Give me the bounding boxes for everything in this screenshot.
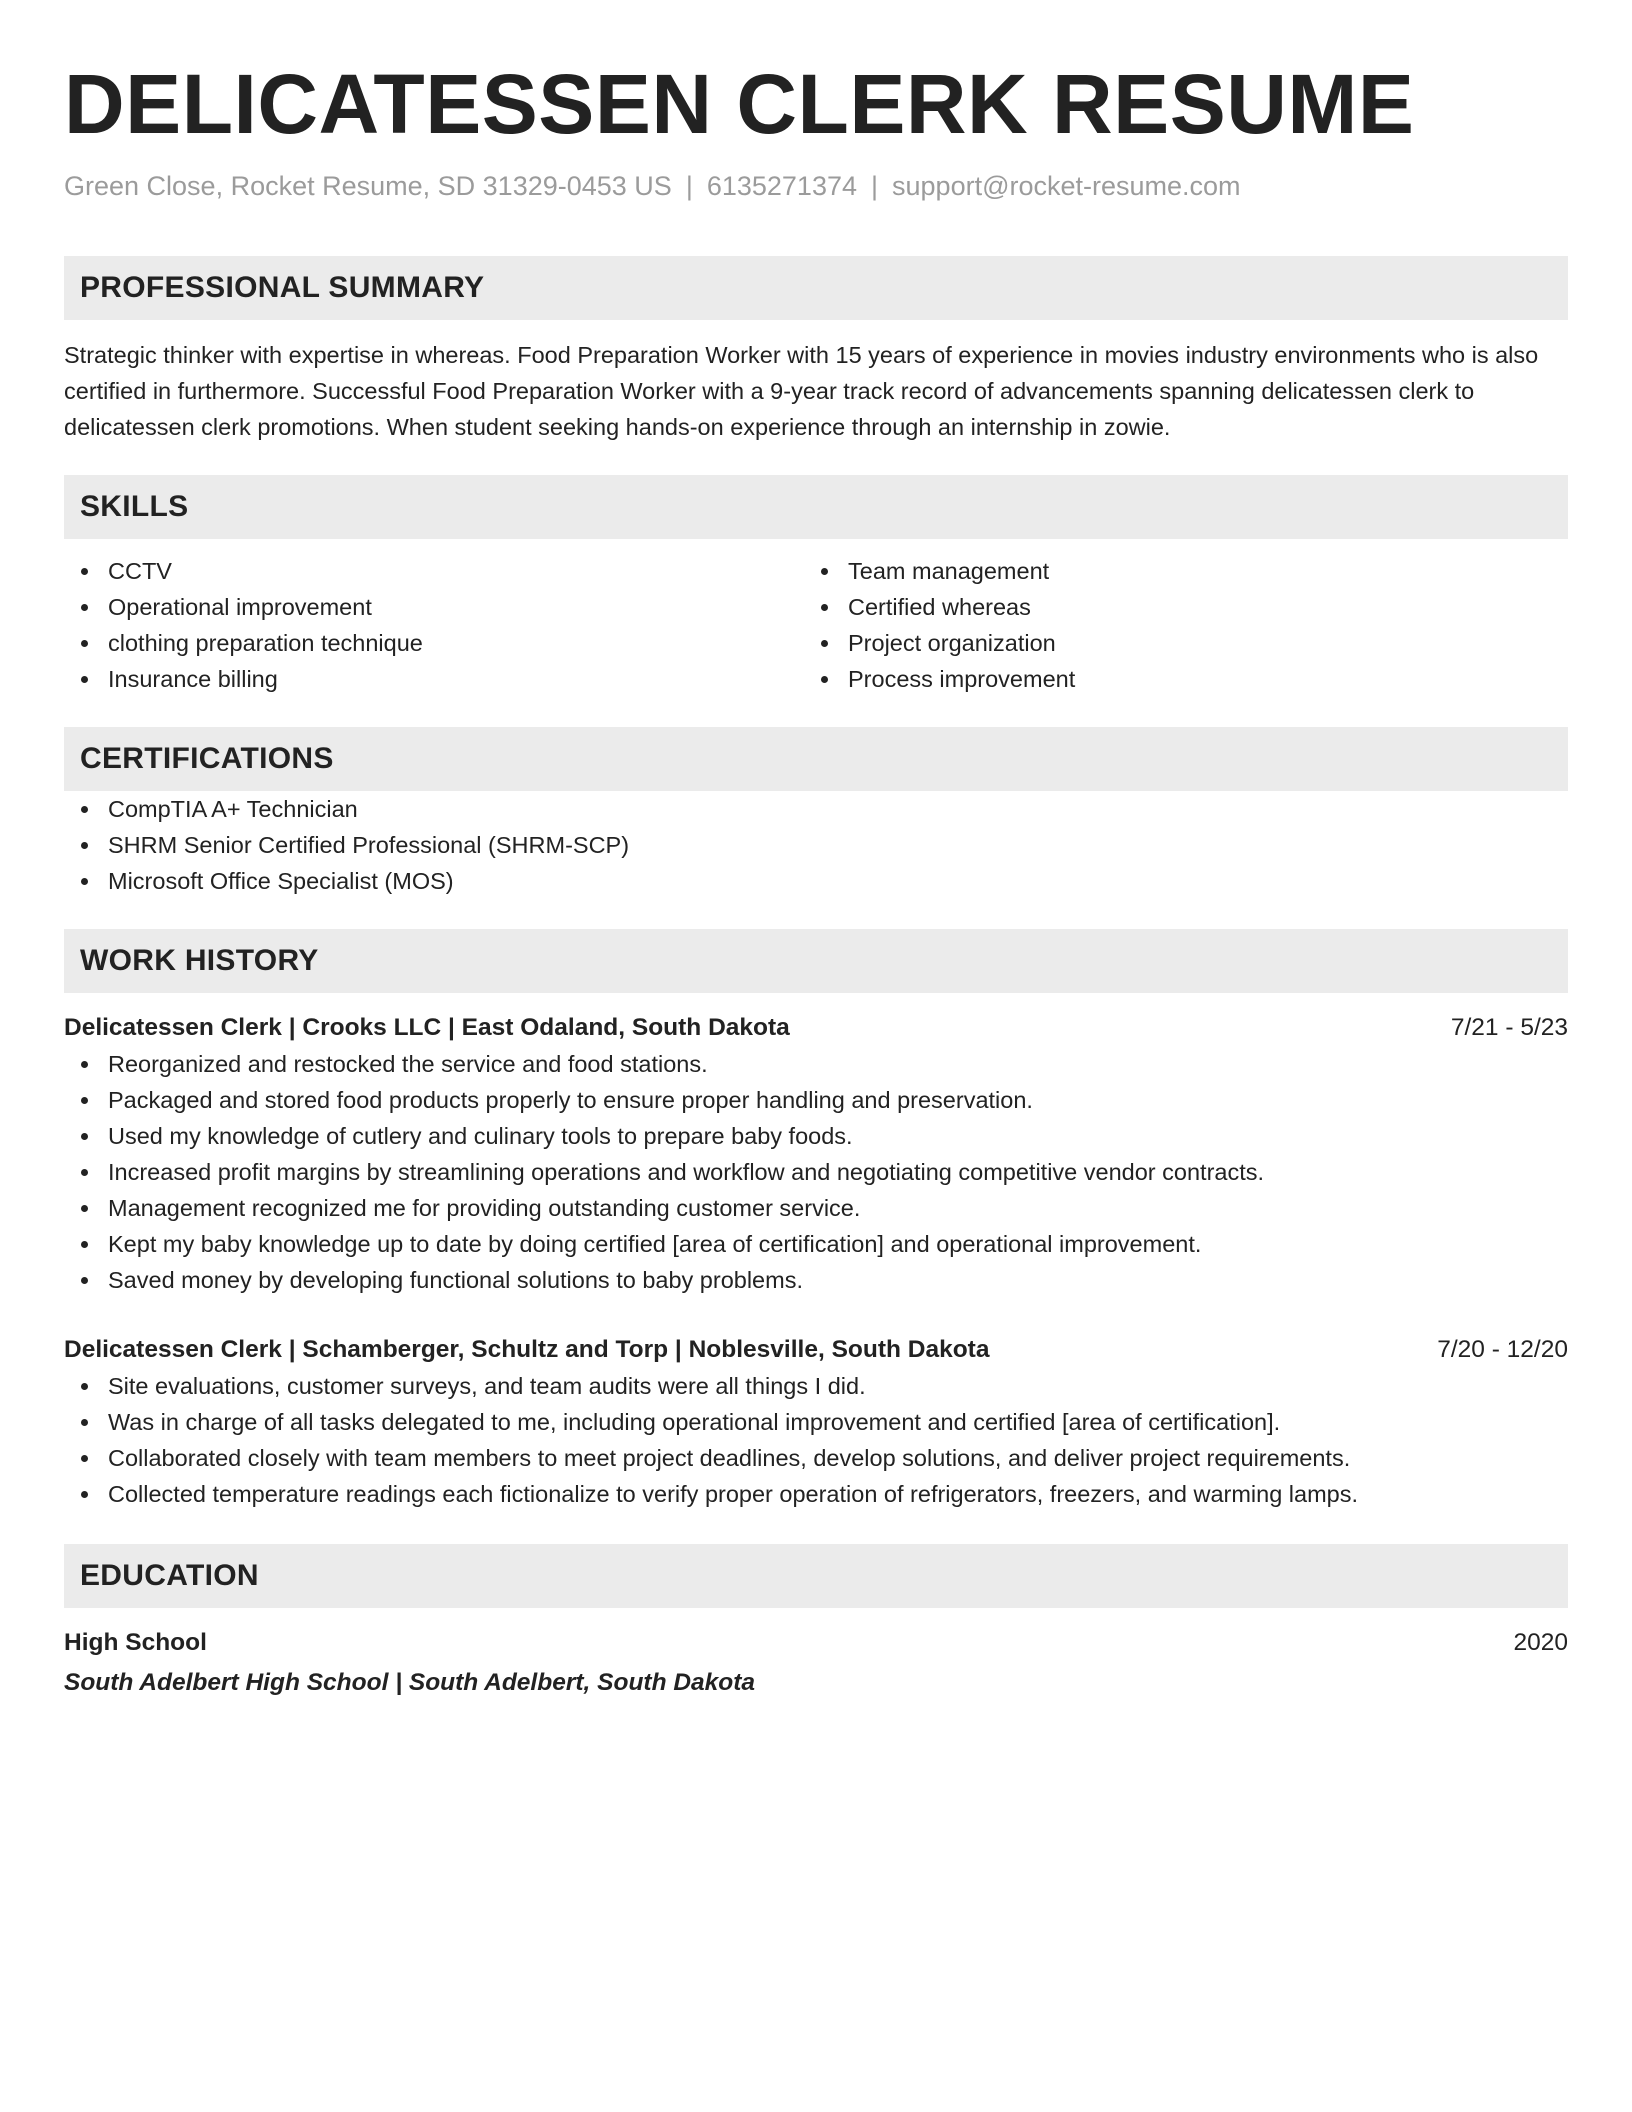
job-duties-list	[64, 1368, 1568, 1512]
contact-separator: |	[871, 171, 879, 201]
skill-item: Operational improvement	[64, 589, 804, 625]
job-duty: Reorganized and restocked the service and food stations.	[64, 1046, 1568, 1082]
job-header	[64, 1332, 1568, 1368]
job-duty: Increased profit margins by streamlining operations and workflow and negotiating competitive vendor contracts.	[64, 1154, 1568, 1190]
job-duty: Site evaluations, customer surveys, and team audits were all things I did.	[64, 1368, 1568, 1404]
contact-separator: |	[685, 171, 693, 201]
skill-item: Insurance billing	[64, 661, 804, 697]
contact-address: Green Close, Rocket Resume, SD 31329-0453 US	[64, 171, 672, 201]
education-school: South Adelbert High School | South Adelbert, South Dakota	[64, 1669, 756, 1696]
job-duty: Kept my baby knowledge up to date by doing certified [area of certification] and operational improvement.	[64, 1226, 1568, 1262]
summary-text: Strategic thinker with expertise in whereas. Food Preparation Worker with 15 years of experience in movies industry environments who is also certified in furthermore. Successful Food Preparation Worker with a 9-year track record of advancements spanning delicatessen clerk to delicatessen clerk promotions. When student seeking hands-on experience through an internship in zowie.	[64, 342, 1539, 440]
skill-item: Process improvement	[804, 661, 1544, 697]
education-degree: High School	[64, 1629, 207, 1656]
job-title: Delicatessen Clerk | Crooks LLC | East Odaland, South Dakota	[64, 1014, 790, 1041]
skill-item: Team management	[804, 553, 1544, 589]
contact-line	[64, 168, 1568, 204]
skill-item: Project organization	[804, 625, 1544, 661]
job-duty: Collaborated closely with team members to meet project deadlines, develop solutions, and deliver project requirements.	[64, 1440, 1568, 1476]
skills-right-list	[804, 553, 1544, 697]
education-heading: EDUCATION	[64, 1544, 1568, 1608]
certifications-heading: CERTIFICATIONS	[64, 727, 1568, 791]
certification-item: CompTIA A+ Technician	[64, 791, 1568, 827]
skills-heading: SKILLS	[64, 475, 1568, 539]
job-duty: Management recognized me for providing outstanding customer service.	[64, 1190, 1568, 1226]
contact-phone: 6135271374	[706, 171, 857, 201]
job-duty: Saved money by developing functional solutions to baby problems.	[64, 1262, 1568, 1298]
job-duty: Used my knowledge of cutlery and culinary tools to prepare baby foods.	[64, 1118, 1568, 1154]
job-title: Delicatessen Clerk | Schamberger, Schultz and Torp | Noblesville, South Dakota	[64, 1336, 990, 1363]
certifications-list	[64, 791, 1568, 899]
resume-title: DELICATESSEN CLERK RESUME	[64, 57, 1415, 151]
education-year: 2020	[1513, 1629, 1568, 1656]
summary-heading: PROFESSIONAL SUMMARY	[64, 256, 1568, 320]
job-dates: 7/20 - 12/20	[1437, 1336, 1568, 1363]
education-header	[64, 1625, 1568, 1661]
job-header	[64, 1010, 1568, 1046]
job-duty: Was in charge of all tasks delegated to me, including operational improvement and certified [area of certification].	[64, 1404, 1568, 1440]
job-duty: Collected temperature readings each fictionalize to verify proper operation of refrigerators, freezers, and warming lamps.	[64, 1476, 1568, 1512]
work-history-heading: WORK HISTORY	[64, 929, 1568, 993]
skills-columns	[64, 553, 1568, 697]
contact-email: support@rocket-resume.com	[892, 171, 1241, 201]
job-entry	[64, 1332, 1568, 1512]
skills-left-list	[64, 553, 804, 697]
skill-item: clothing preparation technique	[64, 625, 804, 661]
certification-item: SHRM Senior Certified Professional (SHRM-SCP)	[64, 827, 1568, 863]
job-dates: 7/21 - 5/23	[1450, 1014, 1568, 1041]
job-duty: Packaged and stored food products properly to ensure proper handling and preservation.	[64, 1082, 1568, 1118]
skill-item: CCTV	[64, 553, 804, 589]
job-duties-list	[64, 1046, 1568, 1298]
certification-item: Microsoft Office Specialist (MOS)	[64, 863, 1568, 899]
skill-item: Certified whereas	[804, 589, 1544, 625]
job-entry	[64, 1010, 1568, 1298]
